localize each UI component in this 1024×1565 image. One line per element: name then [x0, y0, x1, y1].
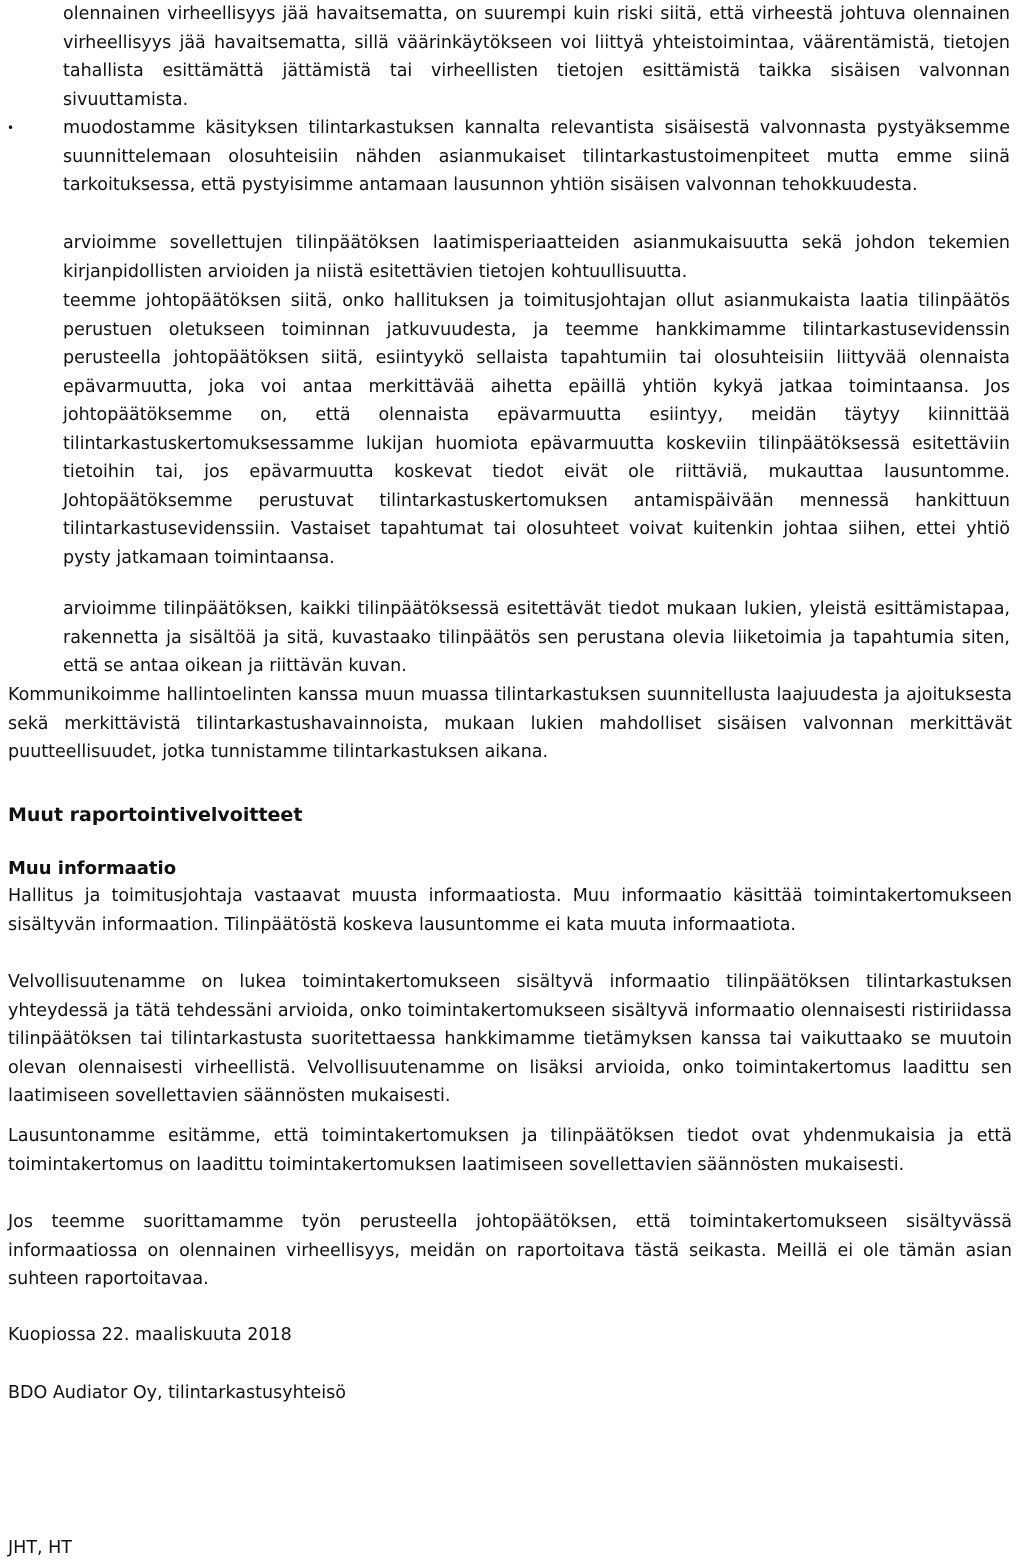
list-bullet: • — [7, 121, 15, 135]
place-and-date: Kuopiossa 22. maaliskuuta 2018 — [8, 1325, 292, 1345]
audit-firm-name: BDO Audiator Oy, tilintarkastusyhteisö — [8, 1383, 346, 1403]
communication-paragraph: Kommunikoimme hallintoelinten kanssa muun muassa tilintarkastuksen suunnitellusta laajuudesta ja ajoituksesta sekä merkittävistä tilintarkastushavainnoista, mukaan lukien mahdolliset sisäisen valvonnan merkittävät puutteellisuudet, jotka tunnistamme tilintarkastuksen aikana. — [8, 685, 1012, 762]
list-item: muodostamme käsityksen tilintarkastuksen kannalta relevantista sisäisestä valvonnasta pystyäksemme suunnittelemaan olosuhteisiin nähden asianmukaiset tilintarkastustoimenpiteet mutta emme siinä tarkoituksessa, että pystyisimme antamaan lausunnon yhtiön sisäisen valvonnan tehokkuudesta. — [63, 118, 1010, 195]
list-item: olennainen virheellisyys jää havaitsematta, on suurempi kuin riski siitä, että virheestä johtuva olennainen virheellisyys jää havaitsematta, sillä väärinkäytökseen voi liittyä yhteistoimintaa, väärentämistä, tietojen tahallista esittämättä jättämistä tai virheellisten tietojen esittämistä taikka sisäisen valvonnan sivuuttamista. — [63, 4, 1010, 110]
other-info-paragraph: Velvollisuutenamme on lukea toimintakertomukseen sisältyvä informaatio tilinpäätöksen tilintarkastuksen yhteydessä ja tätä tehdessäni arvioida, onko toimintakertomukseen sisältyvä informaatio olennaisesti ristiriidassa tilinpäätöksen tai tilintarkastusta suoritettaessa hankkimamme tietämyksen kanssa tai vaikuttaako se muutoin olevan olennaisesti virheellistä. Velvollisuutenamme on lisäksi arvioida, onko toimintakertomus laadittu sen laatimiseen sovellettavien säännösten mukaisesti. — [8, 972, 1012, 1106]
other-info-paragraph: Hallitus ja toimitusjohtaja vastaavat muusta informaatiosta. Muu informaatio käsittää toimintakertomukseen sisältyvän informaation. Tilinpäätöstä koskeva lausuntomme ei kata muuta informaatiota. — [8, 886, 1012, 935]
other-info-paragraph: Lausuntonamme esitämme, että toimintakertomuksen ja tilinpäätöksen tiedot ovat yhdenmukaisia ja että toimintakertomus on laadittu toimintakertomuksen laatimiseen sovellettavien säännösten mukaisesti. — [8, 1126, 1012, 1175]
section-heading: Muut raportointivelvoitteet — [8, 804, 303, 826]
list-item: arvioimme sovellettujen tilinpäätöksen laatimisperiaatteiden asianmukaisuutta sekä johdon tekemien kirjanpidollisten arvioiden ja niistä esitettävien tietojen kohtuullisuutta. — [63, 233, 1010, 282]
other-info-paragraph: Jos teemme suorittamamme työn perusteella johtopäätöksen, että toimintakertomukseen sisältyvässä informaatiossa on olennainen virheellisyys, meidän on raportoitava tästä seikasta. Meillä ei ole tämän asian suhteen raportoitavaa. — [8, 1212, 1012, 1289]
subsection-heading: Muu informaatio — [8, 858, 177, 879]
list-item: teemme johtopäätöksen siitä, onko hallituksen ja toimitusjohtajan ollut asianmukaista laatia tilinpäätös perustuen oletukseen toiminnan jatkuvuudesta, ja teemme hankkimamme tilintarkastusevidenssin perusteella johtopäätöksen siitä, esiintyykö sellaista tapahtumiin tai olosuhteisiin liittyvää olennaista epävarmuutta, joka voi antaa merkittävää aihetta epäillä yhtiön kykyä jatkaa toimintaansa. Jos johtopäätöksemme on, että olennaista epävarmuutta esiintyy, meidän täytyy kiinnittää tilintarkastuskertomuksessamme lukijan huomiota epävarmuutta koskeviin tilinpäätöksessä esitettäviin tietoihin tai, jos epävarmuutta koskevat tiedot eivät ole riittäviä, mukauttaa lausuntomme. Johtopäätöksemme perustuvat tilintarkastuskertomuksen antamispäivään mennessä hankittuun tilintarkastusevidenssiin. Vastaiset tapahtumat tai olosuhteet voivat kuitenkin johtaa siihen, ettei yhtiö pysty jatkamaan toimintaansa. — [63, 291, 1010, 568]
signer-title: JHT, HT — [8, 1538, 72, 1558]
list-item: arvioimme tilinpäätöksen, kaikki tilinpäätöksessä esitettävät tiedot mukaan lukien, yleistä esittämistapaa, rakennetta ja sisältöä ja sitä, kuvastaako tilinpäätös sen perustana olevia liiketoimia ja tapahtumia siten, että se antaa oikean ja riittävän kuvan. — [63, 599, 1010, 676]
